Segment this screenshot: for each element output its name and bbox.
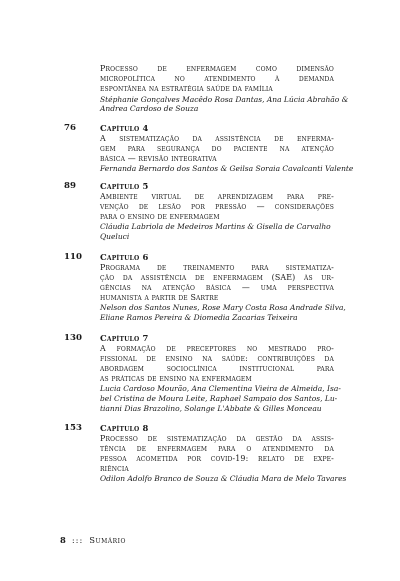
chapter-title-line: básica — revisão integrativa: [100, 153, 217, 163]
chapter-authors-line: Lucia Cardoso Mourão, Ana Clementina Vieira de Almeida, Isa-: [100, 384, 341, 394]
chapter-title-line: fissional de ensino na saúde: contribuições da: [100, 353, 334, 363]
footer-separator: :::: [71, 535, 84, 545]
toc-page-number: 89: [64, 181, 76, 191]
chapter-label: Capítulo 5: [100, 181, 149, 191]
chapter-title-line: micropolítica no atendimento à demanda: [100, 74, 334, 84]
toc-page-number: 153: [64, 423, 82, 433]
chapter-title-line: Ambiente virtual de aprendizagem para pre-: [100, 191, 334, 201]
toc-page-number: 130: [64, 333, 82, 343]
chapter-title-line: A formação de preceptores no mestrado pro-: [100, 343, 334, 353]
footer-page-number: 8: [60, 535, 66, 545]
chapter-title-line: venção de lesão por pressão — considerações: [100, 201, 334, 211]
chapter-title-line: A sistematização da assistência de enferma-: [100, 133, 334, 143]
chapter-title-line: humanista a partir de Sartre: [100, 293, 219, 303]
chapter-authors-line: Odilon Adolfo Branco de Souza & Cláudia Mara de Melo Tavares: [100, 474, 347, 484]
chapter-authors-line: tianni Dias Brazolino, Solange L'Abbate & Gilles Monceau: [100, 403, 322, 413]
chapter-title-line: as práticas de ensino na enfermagem: [100, 374, 252, 384]
chapter-label: Capítulo 7: [100, 333, 149, 343]
chapter-title-line: riência: [100, 464, 129, 474]
chapter-title-line: para o ensino de enfermagem: [100, 211, 220, 221]
chapter-label: Capítulo 6: [100, 252, 149, 262]
page-footer: [60, 535, 126, 546]
toc-page-number: 110: [64, 252, 82, 262]
chapter-authors-line: bel Cristina de Moura Leite, Raphael Sampaio dos Santos, Lu-: [100, 393, 338, 403]
chapter-title-line: Programa de treinamento para sistematiza-: [100, 262, 334, 272]
chapter-title-line: tência de enfermagem para o atendimento da: [100, 443, 334, 453]
chapter-authors-line: Andrea Cardoso de Souza: [100, 104, 199, 114]
footer-section-label: Sumário: [89, 535, 126, 545]
chapter-title-line: gem para segurança do paciente na atenção: [100, 143, 334, 153]
chapter-title-line: espontânea na estratégia saúde da família: [100, 84, 273, 94]
chapter-label: Capítulo 8: [100, 423, 149, 433]
chapter-label: Capítulo 4: [100, 123, 149, 133]
chapter-title-line: abordagem socioclínica institucional para: [100, 363, 334, 373]
chapter-authors-line: Queluci: [100, 231, 130, 241]
chapter-title-line: Processo de sistematização da gestão da assis-: [100, 433, 334, 443]
chapter-authors-line: Cláudia Labriola de Medeiros Martins & Gisella de Carvalho: [100, 222, 331, 232]
chapter-authors-line: Nelson dos Santos Nunes, Rose Mary Costa Rosa Andrade Silva,: [100, 303, 346, 313]
chapter-title-line: pessoa acometida por covid-19: relato de expe-: [100, 453, 334, 463]
toc-page-number: 76: [64, 123, 76, 133]
chapter-authors-line: Eliane Ramos Pereira & Diomedia Zacarias Teixeira: [100, 312, 298, 322]
chapter-title-line: gências na atenção básica — uma perspectiva: [100, 282, 334, 292]
chapter-authors-line: Fernanda Bernardo dos Santos & Geilsa Soraia Cavalcanti Valente: [100, 164, 354, 174]
chapter-authors-line: Stéphanie Gonçalves Macêdo Rosa Dantas, Ana Lúcia Abrahão &: [100, 94, 349, 104]
chapter-title-line: Processo de enfermagem como dimensão: [100, 64, 334, 73]
chapter-title-line: ção da assistência de enfermagem (SAE) às ur-: [100, 272, 334, 282]
